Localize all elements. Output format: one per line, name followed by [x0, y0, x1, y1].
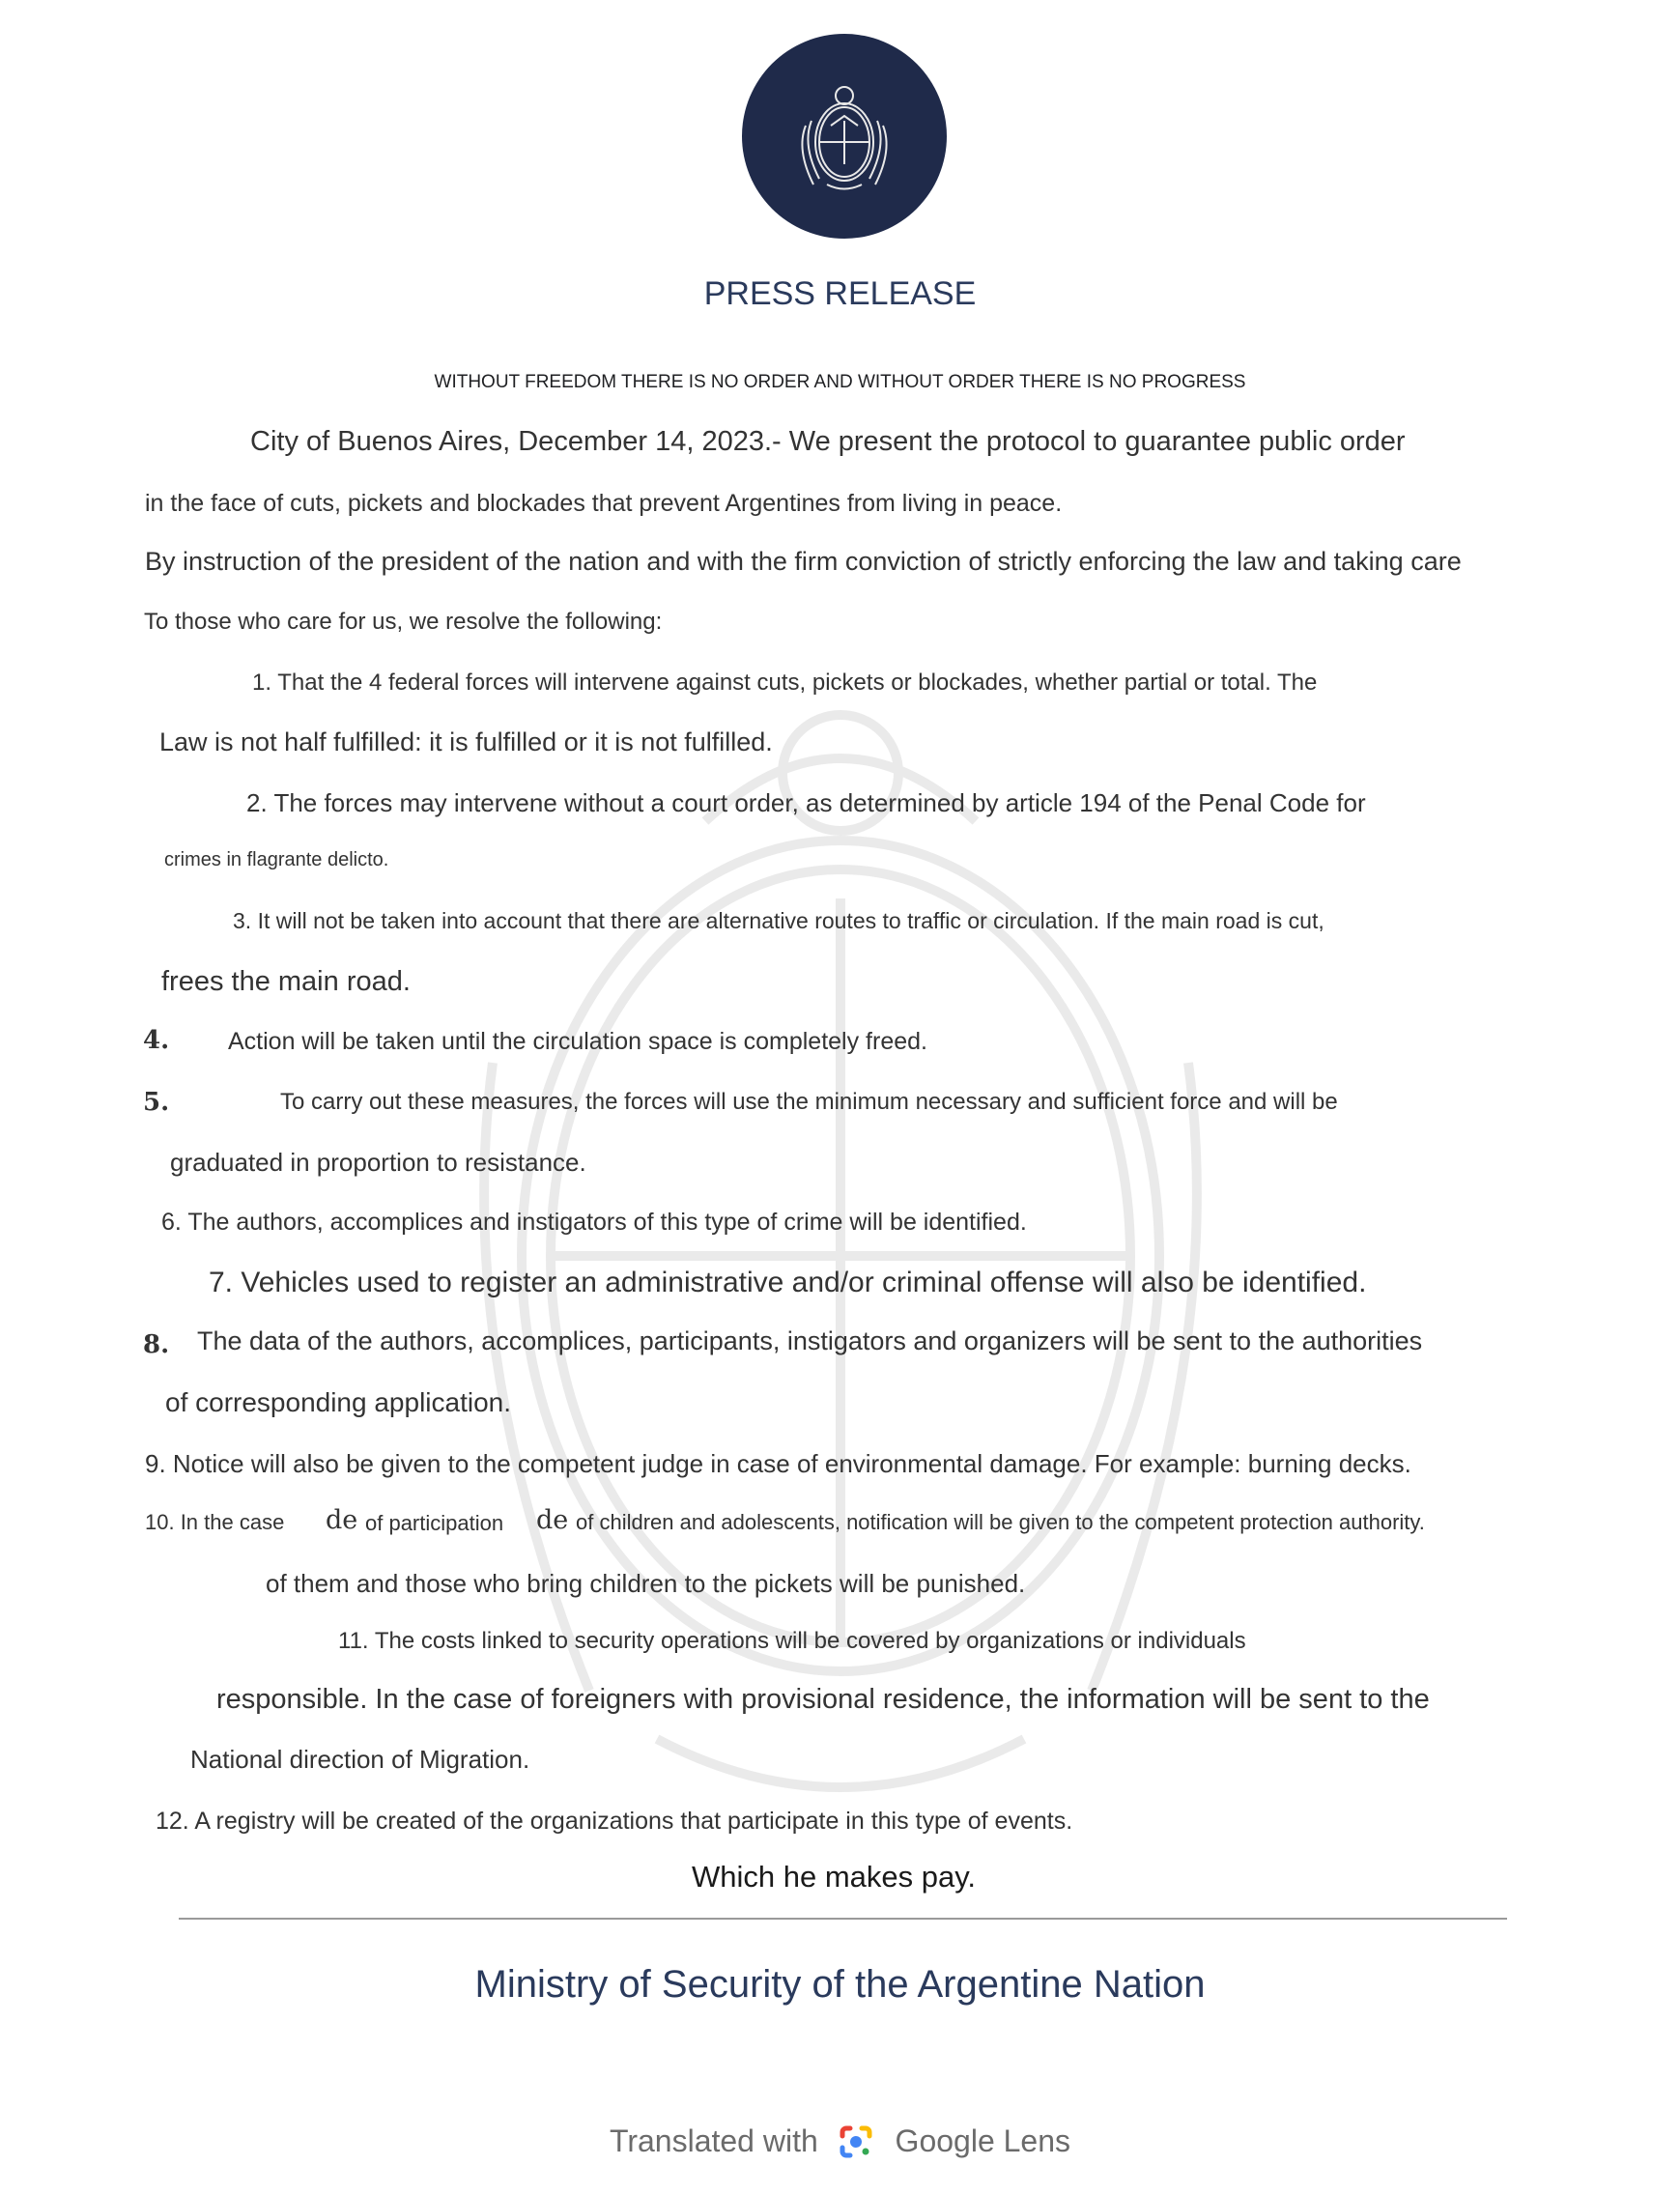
- ministry-name: Ministry of Security of the Argentine Nation: [474, 1963, 1206, 2006]
- list-item-4: Action will be taken until the circulation space is completely freed.: [228, 1028, 927, 1055]
- body-line: of them and those who bring children to the pickets will be punished.: [266, 1569, 1026, 1598]
- list-item-5: To carry out these measures, the forces will use the minimum necessary and sufficient force and will be: [280, 1089, 1338, 1115]
- body-line: Law is not half fulfilled: it is fulfilled or it is not fulfilled.: [159, 727, 773, 756]
- list-item-2: 2. The forces may intervene without a court order, as determined by article 194 of the Penal Code for: [246, 788, 1366, 817]
- list-item-7: 7. Vehicles used to register an administrative and/or criminal offense will also be identified.: [209, 1267, 1367, 1298]
- list-item-12: 12. A registry will be created of the organizations that participate in this type of events.: [156, 1808, 1073, 1835]
- list-item-10-part: de: [536, 1505, 569, 1535]
- body-line: By instruction of the president of the nation and with the firm conviction of strictly enforcing the law and taking care: [145, 547, 1462, 576]
- footer-prefix: Translated with: [609, 2123, 818, 2159]
- body-line: in the face of cuts, pickets and blockades that prevent Argentines from living in peace.: [145, 490, 1063, 517]
- list-item-10-part: 10. In the case: [145, 1510, 285, 1534]
- list-item-10-part: of participation: [365, 1511, 504, 1535]
- page-title: PRESS RELEASE: [703, 275, 977, 312]
- google-lens-icon: [837, 2123, 875, 2161]
- list-item-10-part: of children and adolescents, notification will be given to the competent protection authority.: [576, 1510, 1425, 1534]
- body-line: frees the main road.: [161, 966, 411, 997]
- list-item-6: 6. The authors, accomplices and instigators of this type of crime will be identified.: [161, 1209, 1027, 1236]
- coat-of-arms-watermark: [415, 580, 1266, 1932]
- list-number-8: 8.: [143, 1330, 170, 1359]
- body-line: responsible. In the case of foreigners with provisional residence, the information will be sent to the: [216, 1684, 1430, 1715]
- list-item-9: 9. Notice will also be given to the competent judge in case of environmental damage. For example: burning decks.: [145, 1449, 1411, 1478]
- footer-brand: Google Lens: [895, 2123, 1071, 2159]
- list-number-4: 4.: [143, 1026, 170, 1055]
- translation-footer: [0, 2122, 1680, 2161]
- body-line: City of Buenos Aires, December 14, 2023.- We present the protocol to guarantee public order: [250, 426, 1406, 457]
- list-number-5: 5.: [143, 1088, 170, 1117]
- divider: [179, 1918, 1507, 1920]
- list-item-8: The data of the authors, accomplices, participants, instigators and organizers will be sent to the authorities: [197, 1326, 1423, 1355]
- closing-line: Which he makes pay.: [692, 1860, 977, 1894]
- argentine-coat-of-arms-seal: [742, 34, 947, 239]
- list-item-10-part: de: [326, 1505, 358, 1535]
- body-line: To those who care for us, we resolve the following:: [144, 609, 663, 635]
- list-item-11: 11. The costs linked to security operations will be covered by organizations or individuals: [338, 1628, 1246, 1654]
- body-line: of corresponding application.: [165, 1387, 512, 1417]
- body-line: crimes in flagrante delicto.: [164, 849, 389, 870]
- motto: WITHOUT FREEDOM THERE IS NO ORDER AND WITHOUT ORDER THERE IS NO PROGRESS: [434, 372, 1246, 392]
- list-item-3: 3. It will not be taken into account that there are alternative routes to traffic or circulation. If the main road is cut,: [233, 908, 1324, 933]
- body-line: graduated in proportion to resistance.: [170, 1148, 586, 1177]
- list-item-1: 1. That the 4 federal forces will intervene against cuts, pickets or blockades, whether partial or total. The: [252, 670, 1318, 696]
- body-line: National direction of Migration.: [190, 1745, 530, 1774]
